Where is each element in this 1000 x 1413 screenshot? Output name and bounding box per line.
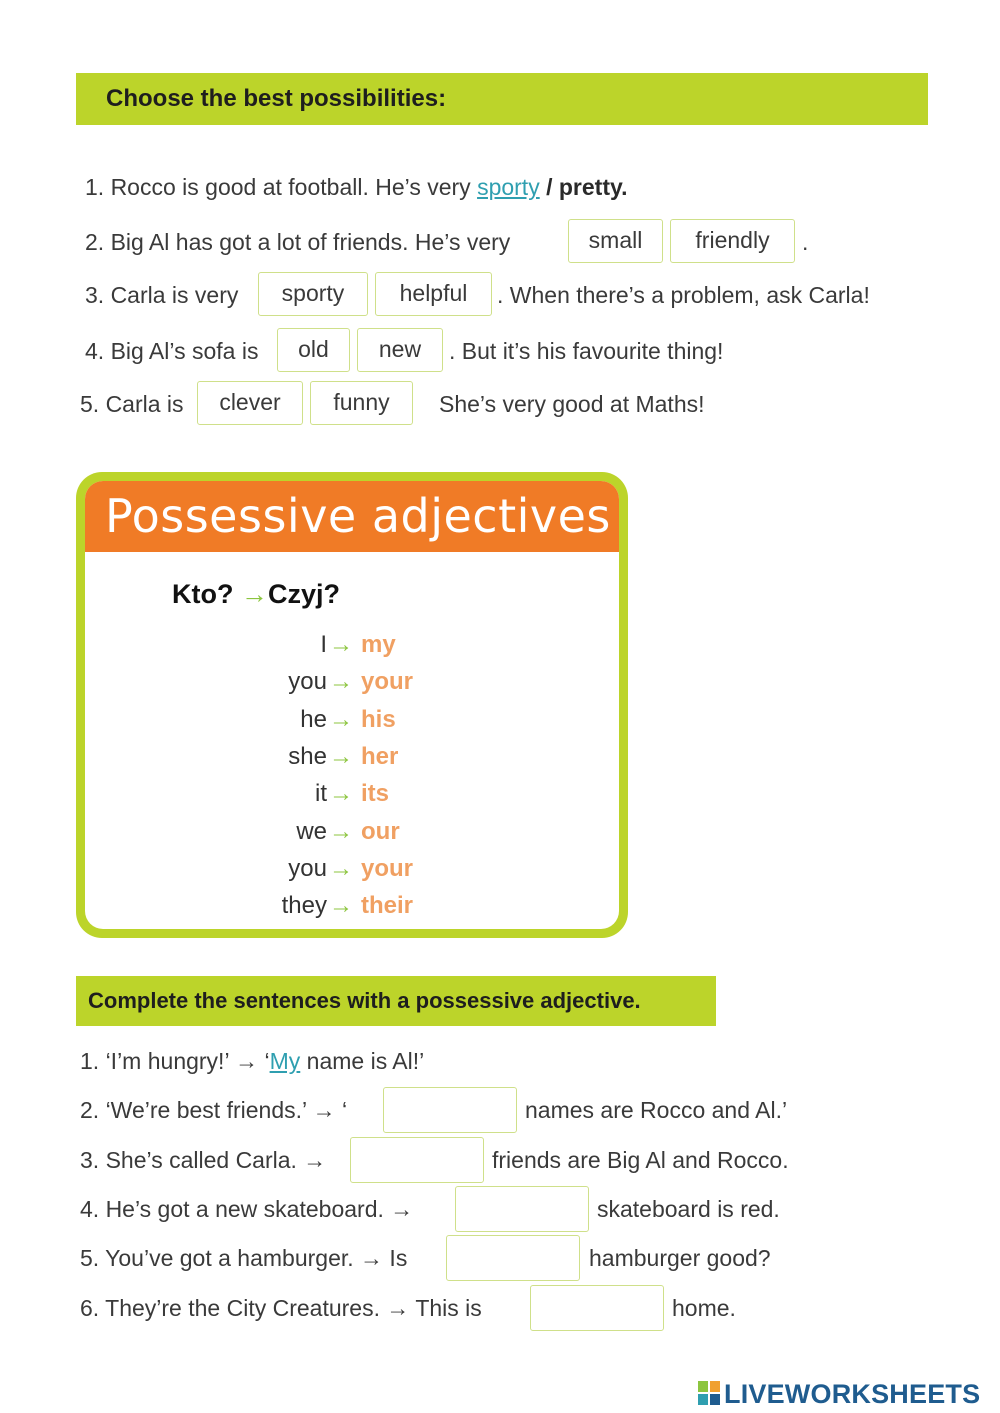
possessive-adjective: their — [361, 892, 414, 920]
possessive-adjective: its — [361, 780, 390, 808]
s2-item-3-end: friends are Big Al and Rocco. — [492, 1147, 789, 1173]
s2-item-1-end: name is Al!’ — [300, 1048, 425, 1074]
s1-item-3-text: 3. Carla is very — [85, 282, 239, 308]
subject-pronoun: he — [300, 705, 327, 733]
arrow-icon: → — [329, 892, 353, 920]
s2-item-4-end: skateboard is red. — [597, 1196, 780, 1222]
possessive-adjective: her — [361, 742, 399, 770]
arrow-icon: → — [329, 631, 353, 658]
s1-item-4-option-2[interactable]: new — [357, 328, 443, 372]
s2-item-3-blank-input[interactable] — [350, 1137, 484, 1183]
s1-item-3-option-2[interactable]: helpful — [375, 272, 492, 316]
s1-item-4-end: . But it’s his favourite thing! — [449, 338, 724, 364]
s1-item-5-end: She’s very good at Maths! — [439, 391, 705, 417]
subject-pronoun: they — [281, 892, 327, 920]
arrow-icon: → — [329, 817, 353, 845]
logo-square-3 — [698, 1394, 708, 1405]
s1-item-2-text: 2. Big Al has got a lot of friends. He’s very — [85, 229, 511, 255]
s1-item-5-option-2[interactable]: funny — [310, 381, 413, 425]
liveworksheets-logo — [698, 1379, 994, 1409]
s1-item-2-option-1[interactable]: small — [568, 219, 663, 263]
s2-item-6-blank-input[interactable] — [530, 1285, 664, 1331]
s2-item-1 — [80, 1048, 424, 1075]
s2-item-4-blank-input[interactable] — [455, 1186, 589, 1232]
possessive-adjective: our — [361, 817, 400, 845]
arrow-icon: → — [329, 668, 353, 696]
subject-pronoun: you — [288, 854, 327, 882]
subject-pronoun: we — [296, 817, 327, 845]
possessive-adjective: his — [361, 705, 396, 733]
heading-czyj: Czyj? — [268, 579, 341, 609]
section-2-title: Complete the sentences with a possessive adjective. — [88, 988, 641, 1013]
s2-item-1-answer[interactable]: My — [269, 1048, 301, 1074]
s2-item-6-end: home. — [672, 1295, 736, 1321]
s1-item-5-option-1[interactable]: clever — [197, 381, 303, 425]
possessive-adjectives-header — [85, 481, 619, 552]
s2-item-5-text: 5. You’ve got a hamburger. → Is — [80, 1245, 408, 1271]
s2-item-3-text: 3. She’s called Carla. → — [80, 1147, 327, 1173]
logo-square-2 — [710, 1381, 720, 1392]
subject-pronoun: I — [320, 631, 327, 658]
section-2-header — [76, 976, 716, 1026]
s1-item-2-option-2[interactable]: friendly — [670, 219, 795, 263]
s1-item-5-text: 5. Carla is — [80, 391, 184, 417]
possessive-adjective: my — [361, 631, 396, 658]
subject-pronoun: you — [288, 668, 327, 696]
s2-item-6-text: 6. They’re the City Creatures. → This is — [80, 1295, 482, 1321]
subject-pronoun: it — [315, 780, 327, 808]
liveworksheets-logo-text: LIVEWORKSHEETS — [724, 1379, 981, 1409]
logo-square-4 — [710, 1394, 720, 1405]
possessive-adjectives-box — [76, 472, 628, 938]
possessive-table-heading — [172, 579, 340, 610]
possessive-adjectives-title: Possessive adjectives — [105, 489, 611, 543]
s1-item-3-option-1[interactable]: sporty — [258, 272, 368, 316]
s2-item-2-text: 2. ‘We’re best friends.’ → ‘ — [80, 1097, 348, 1123]
s1-item-1-answer[interactable]: sporty — [477, 174, 540, 200]
possessive-adjective: your — [361, 668, 414, 696]
s1-item-1-alternative[interactable]: pretty — [558, 174, 622, 200]
subject-pronoun: she — [288, 742, 327, 770]
s2-item-4-text: 4. He’s got a new skateboard. → — [80, 1196, 414, 1222]
s1-item-3-end: . When there’s a problem, ask Carla! — [497, 282, 870, 308]
arrow-icon: → — [329, 854, 353, 882]
s1-item-1 — [85, 174, 627, 201]
possessive-adjectives-panel — [85, 481, 619, 929]
s1-item-1-text: 1. Rocco is good at football. He’s very — [85, 174, 478, 200]
arrow-icon: → — [329, 742, 353, 770]
arrow-icon: → — [329, 780, 353, 808]
arrow-icon: → — [329, 705, 353, 733]
s2-item-2-blank-input[interactable] — [383, 1087, 517, 1133]
logo-square-1 — [698, 1381, 708, 1392]
s1-item-4-option-1[interactable]: old — [277, 328, 350, 372]
s1-item-1-separator: / — [539, 174, 559, 200]
s2-item-5-blank-input[interactable] — [446, 1235, 580, 1281]
s1-item-1-end: . — [621, 174, 628, 200]
s1-item-4-text: 4. Big Al’s sofa is — [85, 338, 259, 364]
arrow-icon: → — [241, 579, 268, 609]
s2-item-5-end: hamburger good? — [589, 1245, 771, 1271]
possessive-adjective: your — [361, 854, 414, 882]
s2-item-1-text: 1. ‘I’m hungry!’ → ‘ — [80, 1048, 270, 1074]
heading-kto: Kto? — [172, 579, 234, 609]
section-1-header — [76, 73, 928, 125]
s1-item-2-end: . — [802, 229, 809, 255]
s2-item-2-end: names are Rocco and Al.’ — [525, 1097, 788, 1123]
section-1-title: Choose the best possibilities: — [106, 85, 447, 112]
liveworksheets-logo-icon — [698, 1381, 720, 1405]
